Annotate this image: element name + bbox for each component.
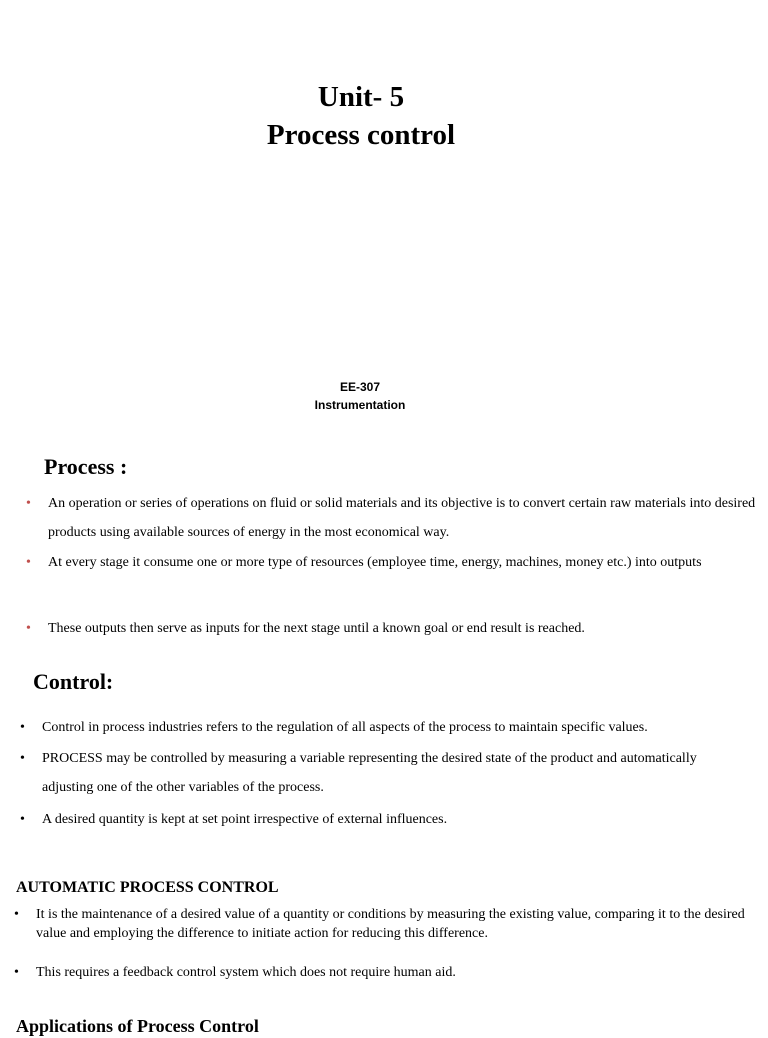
applications-heading: Applications of Process Control [16, 1016, 259, 1036]
control-bullet-text: A desired quantity is kept at set point irrespective of external influences. [42, 812, 448, 827]
bullet-dot: • [14, 965, 19, 980]
auto-bullet-1 [14, 905, 754, 943]
process-bullet-2 [26, 548, 756, 577]
control-bullet-text: Control in process industries refers to the regulation of all aspects of the process to maintain specific values. [42, 720, 648, 735]
auto-bullet-text: It is the maintenance of a desired value of a quantity or conditions by measuring the existing value, comparing it to the desired value and employing the difference to initiate action for reducing this difference. [36, 907, 745, 941]
bullet-dot: • [20, 720, 25, 735]
control-bullet-3 [20, 805, 740, 834]
auto-control-heading: AUTOMATIC PROCESS CONTROL [16, 879, 279, 896]
auto-bullet-2 [14, 963, 754, 982]
bullet-dot: • [26, 621, 31, 636]
slide-title [0, 78, 722, 154]
process-bullet-text: At every stage it consume one or more type of resources (employee time, energy, machines, money etc.) into outputs [48, 555, 702, 570]
bullet-dot: • [26, 496, 31, 511]
bullet-dot: • [14, 907, 19, 922]
topic-title: Process control [266, 119, 456, 151]
bullet-dot: • [20, 751, 25, 766]
process-bullet-text: These outputs then serve as inputs for the next stage until a known goal or end result is reached. [48, 621, 585, 636]
bullet-dot: • [26, 555, 31, 570]
course-info [0, 378, 720, 414]
control-bullet-1 [20, 713, 740, 742]
auto-bullet-text: This requires a feedback control system which does not require human aid. [36, 965, 456, 980]
process-bullet-3 [26, 614, 756, 643]
control-bullet-text: PROCESS may be controlled by measuring a variable representing the desired state of the product and automatically adjusting one of the other variables of the process. [42, 751, 697, 795]
control-bullet-2 [20, 744, 740, 802]
process-bullet-text: An operation or series of operations on fluid or solid materials and its objective is to convert certain raw materials into desired products using available sources of energy in the most economical way. [48, 496, 756, 540]
control-heading: Control: [33, 669, 114, 694]
unit-title: Unit- 5 [317, 81, 405, 113]
bullet-dot: • [20, 812, 25, 827]
course-code: EE-307 [339, 380, 381, 394]
process-heading: Process : [44, 454, 128, 479]
course-name: Instrumentation [314, 398, 406, 412]
process-bullet-1 [26, 489, 756, 547]
